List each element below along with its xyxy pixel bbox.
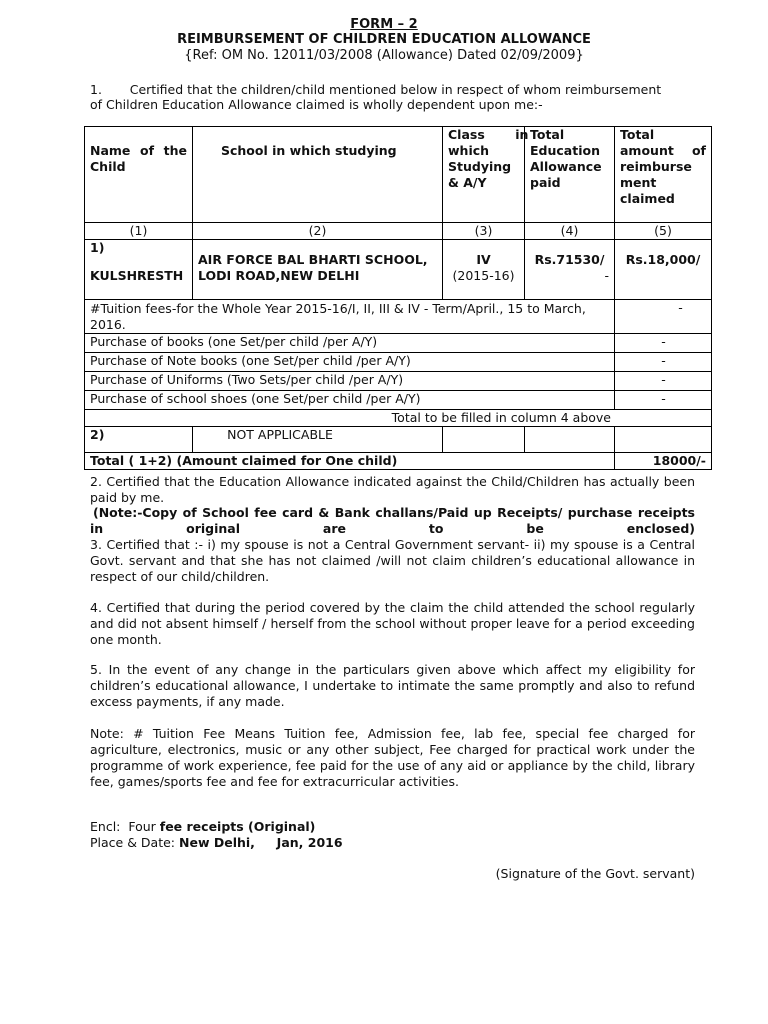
child-1-name-cell (85, 240, 193, 300)
detail-value: - (615, 391, 712, 410)
form-title: REIMBURSEMENT OF CHILDREN EDUCATION ALLOWANCE (177, 32, 591, 47)
detail-label: Purchase of Uniforms (Two Sets/per child /per A/Y) (85, 372, 615, 391)
paragraph-2: 2. Certified that the Education Allowance indicated against the Child/Children has actually been paid by me. (90, 474, 695, 505)
detail-row-books (85, 334, 712, 353)
child-1-year: (2015-16) (452, 268, 515, 283)
detail-value: - (615, 353, 712, 372)
child-1-class: IV (476, 252, 491, 267)
detail-value: - (615, 334, 712, 353)
detail-label: Purchase of school shoes (one Set/per child /per A/Y) (85, 391, 615, 410)
table-header-row (85, 127, 712, 223)
header-total-claimed: Total amount of reimburse ment claimed (615, 127, 712, 223)
enclosure-label: Encl: Four (90, 819, 160, 834)
header-total-paid: Total Education Allowance paid (525, 127, 615, 223)
detail-value: - (615, 372, 712, 391)
grand-total-value: 18000/- (615, 453, 712, 470)
enclosure-value: fee receipts (Original) (159, 819, 316, 834)
detail-row-shoes (85, 391, 712, 410)
column-number: (1) (85, 223, 193, 240)
header-child-name: Name of the Child (85, 127, 193, 223)
form-number: FORM – 2 (350, 17, 418, 32)
place-date-label: Place & Date: (90, 835, 179, 850)
total-note: Total to be filled in column 4 above (85, 410, 712, 427)
place-date-line (90, 835, 695, 851)
child-2-class-cell (443, 427, 525, 453)
header-school: School in which studying (193, 127, 443, 223)
detail-label: #Tuition fees-for the Whole Year 2015-16/I, II, III & IV - Term/April., 15 to March, 2016. (85, 300, 615, 334)
child-1-school-line1: AIR FORCE BAL BHARTI SCHOOL, (198, 252, 428, 267)
certificate-intro-line2: of Children Education Allowance claimed is wholly dependent upon me:- (90, 97, 543, 112)
detail-value: - (615, 300, 712, 334)
child-1-claimed-amount: Rs.18,000/ (625, 252, 701, 267)
child-1-school-cell (193, 240, 443, 300)
grand-total-row (85, 453, 712, 470)
child-1-row (85, 240, 712, 300)
form-reference: {Ref: OM No. 12011/03/2008 (Allowance) Dated 02/09/2009} (184, 48, 584, 63)
child-1-name: KULSHRESTH (90, 268, 184, 283)
paragraph-2-note: (Note:-Copy of School fee card & Bank challans/Paid up Receipts/ purchase receipts in original are to be enclosed) (90, 505, 695, 536)
paragraph-3: 3. Certified that :- i) my spouse is not a Central Government servant- ii) my spouse is a Central Govt. servant and that she has not claimed /will not claim children’s educational allowance in respect of our child/children. (90, 537, 695, 584)
header-class: Class in which Studying & A/Y (443, 127, 525, 223)
child-1-class-cell (443, 240, 525, 300)
detail-label: Purchase of books (one Set/per child /per A/Y) (85, 334, 615, 353)
tuition-fee-note: Note: # Tuition Fee Means Tuition fee, Admission fee, lab fee, special fee charged for agriculture, electronics, music or any other subject, Fee charged for practical work under the programme of work experience, fee paid for the use of any aid or appliance by the child, library fee, games/sports fee and fee for extracurricular activities. (90, 726, 695, 789)
child-2-text: NOT APPLICABLE (193, 427, 443, 453)
child-1-paid-amount: Rs.71530/ (534, 252, 605, 267)
child-1-paid-cell (525, 240, 615, 300)
column-number: (3) (443, 223, 525, 240)
child-2-paid-cell (525, 427, 615, 453)
grand-total-label: Total ( 1+2) (Amount claimed for One child) (85, 453, 615, 470)
detail-row-uniforms (85, 372, 712, 391)
child-1-index: 1) (90, 240, 105, 255)
child-2-index: 2) (85, 427, 193, 453)
detail-row-notebooks (85, 353, 712, 372)
column-number: (4) (525, 223, 615, 240)
paragraph-5: 5. In the event of any change in the particulars given above which affect my eligibility for children’s educational allowance, I undertake to intimate the same promptly and also to refund excess payments, if any made. (90, 662, 695, 709)
column-number: (2) (193, 223, 443, 240)
claim-table (84, 126, 712, 470)
column-number-row (85, 223, 712, 240)
child-2-row (85, 427, 712, 453)
child-1-paid-suffix: - (604, 268, 609, 283)
child-1-claimed-cell (615, 240, 712, 300)
detail-label: Purchase of Note books (one Set/per child /per A/Y) (85, 353, 615, 372)
detail-row-tuition (85, 300, 712, 334)
child-1-school-line2: LODI ROAD,NEW DELHI (198, 268, 360, 283)
signature-label: (Signature of the Govt. servant) (495, 866, 695, 881)
certificate-intro-line1: 1. Certified that the children/child mentioned below in respect of whom reimbursement (90, 82, 662, 97)
child-2-claimed-cell (615, 427, 712, 453)
enclosure-line (90, 819, 695, 835)
paragraph-4: 4. Certified that during the period covered by the claim the child attended the school regularly and did not absent himself / herself from the school without proper leave for a period exceeding one month. (90, 600, 695, 647)
place-date-value: New Delhi, Jan, 2016 (179, 835, 343, 850)
column-number: (5) (615, 223, 712, 240)
total-note-row (85, 410, 712, 427)
